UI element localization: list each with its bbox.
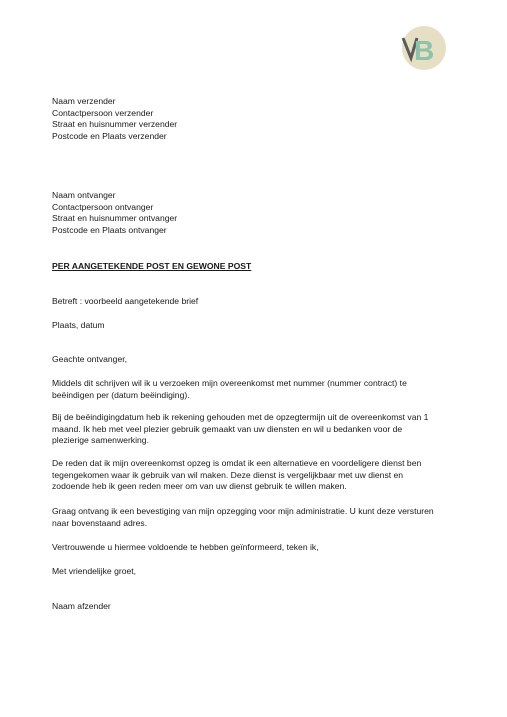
body-line: beëindigen per (datum beëindiging). bbox=[52, 389, 190, 400]
recipient-street: Straat en huisnummer ontvanger bbox=[52, 213, 178, 224]
delivery-line: PER AANGETEKENDE POST EN GEWONE POST bbox=[52, 261, 252, 271]
body-line: Bij de beëindigingdatum heb ik rekening gehouden met de opzegtermijn uit de overeenkomst van 1 bbox=[52, 412, 429, 422]
recipient-address bbox=[52, 190, 462, 236]
signature-name: Naam afzender bbox=[52, 601, 111, 611]
body-line: tegengekomen waar ik gebruik van wil maken. Deze dienst is vergelijkbaar met uw dienst en bbox=[52, 469, 404, 480]
vb-logo-icon bbox=[398, 24, 448, 72]
body-line: plezierige samenwerking. bbox=[52, 435, 149, 446]
place-date: Plaats, datum bbox=[52, 320, 105, 330]
body-paragraph-4 bbox=[52, 506, 462, 529]
body-paragraph-1 bbox=[52, 378, 462, 401]
body-line: Middels dit schrijven wil ik u verzoeken mijn overeenkomst met nummer (nummer contract) te bbox=[52, 378, 407, 388]
sender-contact: Contactpersoon verzender bbox=[52, 107, 154, 118]
body-line: De reden dat ik mijn overeenkomst opzeg is omdat ik een alternatieve en voordeligere dienst ben bbox=[52, 458, 422, 468]
body-paragraph-3 bbox=[52, 458, 462, 493]
svg-text:B: B bbox=[414, 35, 435, 66]
sender-city: Postcode en Plaats verzender bbox=[52, 130, 167, 141]
body-line: naar bovenstaand adres. bbox=[52, 517, 148, 528]
body-line: zodoende heb ik geen reden meer om van uw dienst gebruik te willen maken. bbox=[52, 481, 347, 492]
body-paragraph-5 bbox=[52, 542, 462, 554]
body-paragraph-2 bbox=[52, 412, 462, 447]
body-line: maand. Ik heb met veel plezier gebruik gemaakt van uw diensten en wil u bedanken voor de bbox=[52, 423, 403, 434]
closing: Met vriendelijke groet, bbox=[52, 566, 137, 576]
sender-name: Naam verzender bbox=[52, 96, 116, 106]
sender-address bbox=[52, 96, 462, 142]
subject-line: Betreft : voorbeeld aangetekende brief bbox=[52, 296, 199, 306]
sender-street: Straat en huisnummer verzender bbox=[52, 119, 178, 130]
recipient-contact: Contactpersoon ontvanger bbox=[52, 201, 154, 212]
recipient-name: Naam ontvanger bbox=[52, 190, 116, 200]
body-line: Graag ontvang ik een bevestiging van mijn opzegging voor mijn administratie. U kunt deze versturen bbox=[52, 506, 434, 516]
body-line: Vertrouwende u hiermee voldoende te hebben geïnformeerd, teken ik, bbox=[52, 542, 319, 552]
recipient-city: Postcode en Plaats ontvanger bbox=[52, 224, 167, 235]
salutation: Geachte ontvanger, bbox=[52, 354, 128, 364]
